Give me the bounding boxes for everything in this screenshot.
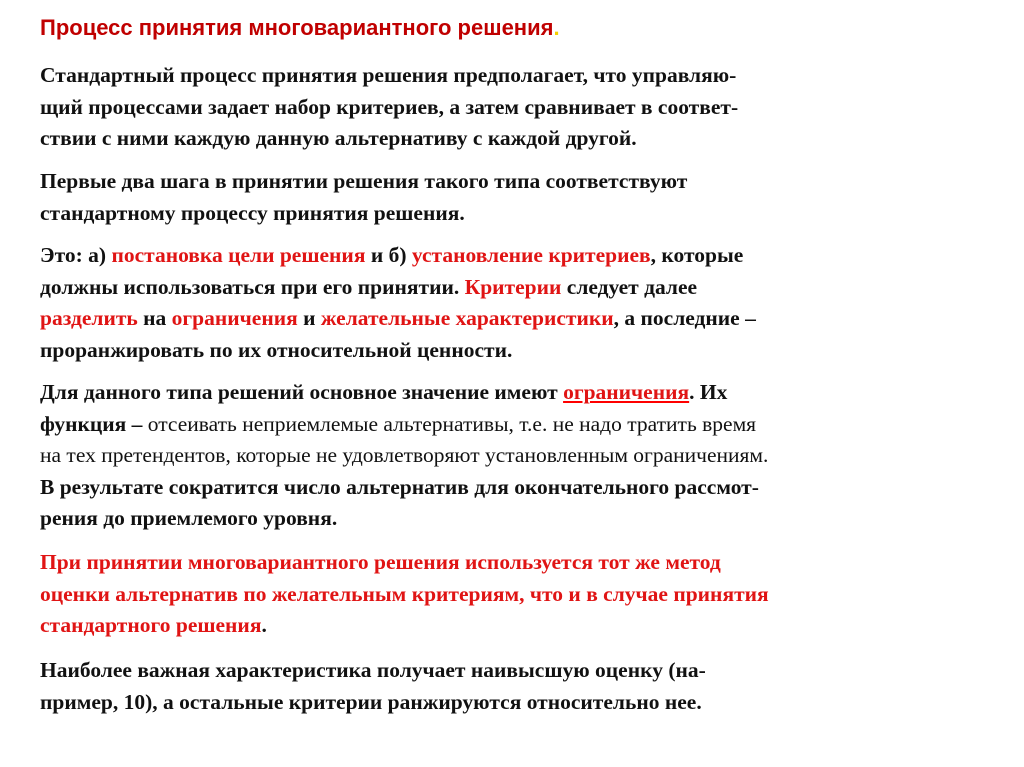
paragraph-ranking: Наиболее важная характеристика получает наивысшую оценку (на- пример, 10), а остальные критерии ранжируются относительно нее. <box>40 658 706 714</box>
divide-term: разделить <box>40 306 138 330</box>
goal-setting-term: постановка цели решения <box>111 243 366 267</box>
paragraph-constraints: Для данного типа решений основное значение имеют ограничения. Их функция – отсеивать неприемлемые альтернативы, т.е. не надо тратить время на тех претендентов, которые не удовлетворяют установленным ограничениям. В результате сократится число альтернатив для окончательного рассмот- рения до приемлемого уровня. <box>40 380 769 530</box>
criteria-setting-term: установление критериев <box>411 243 651 267</box>
title-dot: . <box>553 15 560 40</box>
paragraph-first-steps: Первые два шага в принятии решения такого типа соответствуют стандартному процессу принятия решения. <box>40 169 688 225</box>
paragraph-standard-process: Стандартный процесс принятия решения предполагает, что управляю- щий процессами задает набор критериев, а затем сравнивает в соответ- ствии с ними каждую данную альтернативу с каждой другой. <box>40 63 739 150</box>
constraints-term: ограничения <box>171 306 298 330</box>
slide-title: Процесс принятия многовариантного решения. <box>40 15 560 40</box>
paragraph-steps-detail: Это: а) постановка цели решения и б) установление критериев, которые должны использоваться при его принятии. Критерии следует далее разделить на ограничения и желательные характеристики, а последние – проранжировать по их относительной ценности. <box>40 243 756 362</box>
criteria-term: Критерии <box>464 274 562 299</box>
constraints-underlined-term: ограничения <box>563 380 690 404</box>
paragraph-multivariant-method: При принятии многовариантного решения используется тот же метод оценки альтернатив по желательным критериям, что и в случае принятия стандартного решения. <box>40 550 769 637</box>
desirable-characteristics-term: желательные характеристики <box>320 306 614 330</box>
